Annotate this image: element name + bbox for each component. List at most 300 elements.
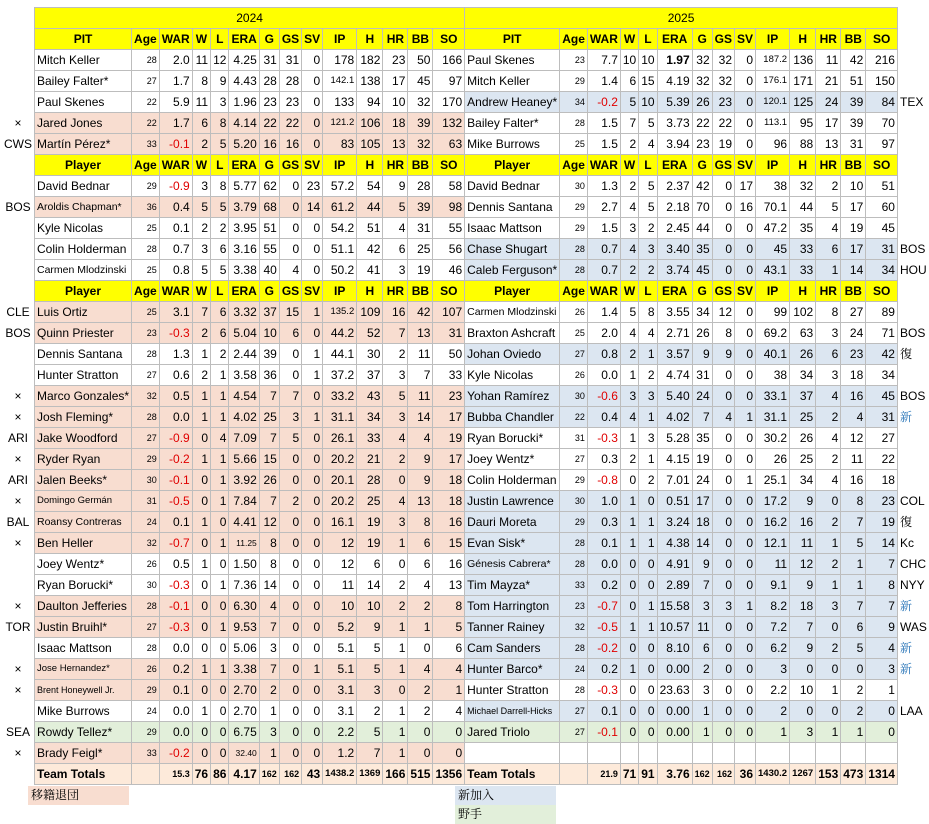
column-header-player: Player (35, 155, 132, 176)
stat-war: 1.4 (587, 302, 620, 323)
stat-w: 1 (192, 701, 210, 722)
stat-g: 28 (259, 71, 279, 92)
stat-age: 27 (132, 617, 160, 638)
stat-so: 51 (866, 176, 898, 197)
stat-bb: 1 (841, 722, 866, 743)
stat-ip: 2.2 (756, 680, 790, 701)
stat-so: 5 (433, 617, 465, 638)
stat-bb: 12 (841, 428, 866, 449)
left-team-note (2, 71, 35, 92)
stat-ip: 38 (756, 176, 790, 197)
stat-w: 11 (192, 50, 210, 71)
right-team-note (897, 176, 928, 197)
stat-war: -0.8 (587, 470, 620, 491)
stat-h: 5 (357, 722, 383, 743)
column-header-ip: IP (756, 155, 790, 176)
right-team-note: 復 (897, 512, 928, 533)
stat-sv: 0 (735, 113, 756, 134)
stat-l: 6 (211, 302, 229, 323)
stat-l: 0 (639, 680, 657, 701)
stat-so: 19 (433, 428, 465, 449)
stat-gs: 0 (712, 491, 734, 512)
stat-war: 0.7 (159, 239, 192, 260)
side-spacer (897, 281, 928, 302)
stat-w: 1 (192, 344, 210, 365)
stat-sv: 0 (302, 617, 323, 638)
player-name: Jared Triolo (465, 722, 560, 743)
stat-age: 28 (560, 533, 588, 554)
stat-so: 63 (433, 134, 465, 155)
stat-w: 0 (620, 701, 638, 722)
stat-hr: 7 (383, 323, 408, 344)
stat-h: 35 (790, 218, 816, 239)
stat-sv: 0 (302, 596, 323, 617)
right-team-note (897, 218, 928, 239)
stat-age: 30 (132, 575, 160, 596)
stat-h: 34 (790, 470, 816, 491)
stat-bb: 39 (408, 197, 433, 218)
stat-g: 3 (692, 680, 712, 701)
stat-age: 29 (132, 722, 160, 743)
player-name: Quinn Priester (35, 323, 132, 344)
stat-age: 32 (560, 617, 588, 638)
stat-age: 34 (560, 92, 588, 113)
stat-age: 25 (132, 302, 160, 323)
stat-h: 34 (357, 407, 383, 428)
stat-bb: 11 (408, 386, 433, 407)
stat-hr: 5 (383, 386, 408, 407)
stat-sv: 0 (735, 386, 756, 407)
stat-era: 3.73 (657, 113, 692, 134)
stat-hr: 6 (816, 344, 841, 365)
column-header-age: Age (560, 155, 588, 176)
stat-age: 27 (560, 449, 588, 470)
stat-gs: 5 (279, 428, 301, 449)
stat-l: 5 (211, 260, 229, 281)
stat-h: 16 (790, 512, 816, 533)
stat-g: 26 (692, 92, 712, 113)
stat-era: 5.28 (657, 428, 692, 449)
stat-gs: 0 (712, 386, 734, 407)
column-header-era: ERA (229, 29, 259, 50)
stat-so: 13 (433, 575, 465, 596)
stat-l: 0 (639, 554, 657, 575)
stat-hr: 4 (383, 218, 408, 239)
stat-g: 7 (259, 491, 279, 512)
stat-era: 3.58 (229, 365, 259, 386)
stat-l: 2 (639, 365, 657, 386)
stat-bb: 19 (841, 218, 866, 239)
stat-war: 0.2 (587, 575, 620, 596)
stat-h: 21 (357, 449, 383, 470)
stat-g: 12 (259, 512, 279, 533)
column-header-bb: BB (408, 155, 433, 176)
stat-hr: 3 (816, 323, 841, 344)
stat-w: 0 (192, 491, 210, 512)
player-name: Jose Hernandez* (35, 659, 132, 680)
stat-hr: 6 (816, 239, 841, 260)
stat-gs: 4 (712, 407, 734, 428)
stat-age: 29 (560, 197, 588, 218)
stat-era: 15.58 (657, 596, 692, 617)
stat-hr: 3 (816, 365, 841, 386)
stat-era: 5.66 (229, 449, 259, 470)
stat-h: 7 (790, 617, 816, 638)
left-team-note (2, 260, 35, 281)
player-name: Michael Darrell-Hicks (465, 701, 560, 722)
stat-gs: 0 (279, 575, 301, 596)
stat-era: 1.97 (657, 50, 692, 71)
stat-so: 34 (866, 365, 898, 386)
stat-g: 1 (259, 743, 279, 764)
player-name: Roansy Contreras (35, 512, 132, 533)
stat-gs: 0 (279, 512, 301, 533)
stat-gs: 0 (712, 701, 734, 722)
stat-g: 32 (692, 50, 712, 71)
stat-sv: 1 (302, 344, 323, 365)
left-team-note: BAL (2, 512, 35, 533)
stat-sv: 0 (302, 638, 323, 659)
left-team-note (2, 176, 35, 197)
column-header-w: W (620, 281, 638, 302)
stat-h: 25 (790, 407, 816, 428)
stat-era: 1.50 (229, 554, 259, 575)
left-team-note: ARI (2, 470, 35, 491)
stat-g: 32 (692, 71, 712, 92)
stat-bb: 4 (841, 407, 866, 428)
stat-war: 0.4 (159, 197, 192, 218)
stat-gs: 0 (279, 596, 301, 617)
stat-age: 25 (132, 260, 160, 281)
stat-bb: 6 (841, 617, 866, 638)
stat-l: 5 (211, 134, 229, 155)
stat-era: 4.38 (657, 533, 692, 554)
stat-so: 31 (433, 323, 465, 344)
player-name: Bubba Chandler (465, 407, 560, 428)
stat-gs: 0 (712, 512, 734, 533)
side-spacer (2, 155, 35, 176)
stat-hr: 1 (816, 533, 841, 554)
stat-bb: 1 (841, 554, 866, 575)
stat-w: 3 (192, 239, 210, 260)
column-header-w: W (192, 155, 210, 176)
stat-g: 62 (259, 176, 279, 197)
stat-l: 15 (639, 71, 657, 92)
column-header-ip: IP (756, 29, 790, 50)
stat-ip: 30.2 (756, 428, 790, 449)
player-row (2, 239, 929, 260)
stat-gs: 9 (712, 344, 734, 365)
stat-bb: 9 (408, 470, 433, 491)
stat-era: 3.79 (229, 197, 259, 218)
stat-l: 1 (211, 491, 229, 512)
stat-l: 0 (639, 722, 657, 743)
stat-g: 4 (259, 596, 279, 617)
stat-ip: 142.1 (323, 71, 357, 92)
stat-era: 4.02 (229, 407, 259, 428)
stat-w: 0 (620, 596, 638, 617)
stat-w: 7 (620, 113, 638, 134)
stat-w: 1 (620, 512, 638, 533)
stat-l: 1 (211, 575, 229, 596)
stat-era: 7.36 (229, 575, 259, 596)
stat-ip: 12 (323, 533, 357, 554)
stat-hr: 17 (816, 113, 841, 134)
total-ip: 1438.2 (323, 764, 357, 785)
stat-so: 6 (433, 638, 465, 659)
stat-ip: 70.1 (756, 197, 790, 218)
stat-l: 5 (639, 197, 657, 218)
stat-sv: 0 (735, 218, 756, 239)
stat-hr: 1 (816, 575, 841, 596)
stat-bb: 27 (841, 302, 866, 323)
left-team-note: × (2, 743, 35, 764)
stat-g: 22 (692, 113, 712, 134)
stat-sv: 0 (735, 575, 756, 596)
stat-ip: 9.1 (756, 575, 790, 596)
stat-war: -0.5 (587, 617, 620, 638)
column-header-gs: GS (279, 281, 301, 302)
stat-l: 1 (639, 596, 657, 617)
right-team-note: TEX (897, 92, 928, 113)
stat-g: 35 (692, 239, 712, 260)
stat-gs: 22 (712, 113, 734, 134)
stat-age: 24 (560, 659, 588, 680)
stat-h: 106 (357, 113, 383, 134)
stat-age: 32 (132, 386, 160, 407)
stat-sv: 1 (735, 596, 756, 617)
stat-h: 9 (790, 638, 816, 659)
stat-war: 0.7 (587, 260, 620, 281)
team-totals-row (2, 764, 929, 785)
stat-hr: 9 (383, 176, 408, 197)
player-row (2, 260, 929, 281)
stat-era: 6.75 (229, 722, 259, 743)
stat-ip: 83 (323, 134, 357, 155)
player-name: Justin Bruihl* (35, 617, 132, 638)
stat-era: 4.25 (229, 50, 259, 71)
stat-l: 1 (211, 617, 229, 638)
stat-war: 0.3 (587, 449, 620, 470)
stat-age: 27 (560, 701, 588, 722)
stat-l: 10 (639, 92, 657, 113)
stat-sv: 1 (302, 302, 323, 323)
stat-war: 0.0 (159, 638, 192, 659)
total-g: 162 (259, 764, 279, 785)
stat-ip: 96 (756, 134, 790, 155)
stat-l: 0 (211, 512, 229, 533)
right-team-note: BOS (897, 239, 928, 260)
left-team-note: CLE (2, 302, 35, 323)
stat-h: 105 (357, 134, 383, 155)
stat-h: 33 (790, 239, 816, 260)
stat-h: 9 (357, 617, 383, 638)
stat-hr: 3 (816, 596, 841, 617)
stat-bb: 2 (408, 680, 433, 701)
stat-ip: 26 (756, 449, 790, 470)
player-name: Justin Lawrence (465, 491, 560, 512)
stat-ip: 1.2 (323, 743, 357, 764)
team-totals-label: Team Totals (35, 764, 132, 785)
player-name: Domingo Germán (35, 491, 132, 512)
stat-ip: 47.2 (756, 218, 790, 239)
stat-age: 33 (132, 743, 160, 764)
stat-hr: 13 (816, 134, 841, 155)
stat-gs: 0 (712, 575, 734, 596)
stat-gs: 4 (279, 260, 301, 281)
stat-g: 42 (692, 176, 712, 197)
stat-era: 5.40 (657, 386, 692, 407)
stat-era: 3.16 (229, 239, 259, 260)
stat-hr: 17 (383, 71, 408, 92)
stat-gs: 3 (279, 407, 301, 428)
stat-l: 0 (211, 680, 229, 701)
player-name: Tim Mayza* (465, 575, 560, 596)
empty-cell (692, 743, 712, 764)
stat-l: 1 (211, 470, 229, 491)
stat-age: 28 (560, 554, 588, 575)
stat-hr: 1 (383, 533, 408, 554)
stat-w: 0 (192, 428, 210, 449)
player-name: Dennis Santana (465, 197, 560, 218)
column-header-h: H (790, 281, 816, 302)
stat-bb: 2 (408, 596, 433, 617)
stat-l: 1 (639, 617, 657, 638)
stat-bb: 7 (841, 596, 866, 617)
stat-ip: 1 (756, 722, 790, 743)
stat-h: 5 (357, 638, 383, 659)
left-team-note: × (2, 407, 35, 428)
stat-gs: 2 (279, 491, 301, 512)
stat-ip: 20.1 (323, 470, 357, 491)
right-team-note: 復 (897, 344, 928, 365)
stat-h: 28 (357, 470, 383, 491)
stat-l: 8 (211, 176, 229, 197)
stat-era: 4.02 (657, 407, 692, 428)
player-name: David Bednar (465, 176, 560, 197)
empty-cell (639, 743, 657, 764)
stat-l: 8 (211, 113, 229, 134)
player-name: Daulton Jefferies (35, 596, 132, 617)
stat-ip: 20.2 (323, 491, 357, 512)
total-w: 76 (192, 764, 210, 785)
total-bb: 515 (408, 764, 433, 785)
stat-so: 31 (866, 239, 898, 260)
player-row (2, 197, 929, 218)
stat-era: 3.55 (657, 302, 692, 323)
stat-sv: 0 (735, 512, 756, 533)
stat-gs: 31 (279, 50, 301, 71)
stat-era: 3.40 (657, 239, 692, 260)
stat-h: 30 (357, 344, 383, 365)
column-header-player: Player (465, 281, 560, 302)
player-row (2, 491, 929, 512)
stat-g: 16 (259, 134, 279, 155)
stat-bb: 45 (408, 71, 433, 92)
stat-war: -0.7 (159, 533, 192, 554)
stat-era: 23.63 (657, 680, 692, 701)
right-team-note (897, 743, 928, 764)
stat-sv: 0 (735, 92, 756, 113)
side-spacer (897, 29, 928, 50)
stat-era: 2.89 (657, 575, 692, 596)
right-team-note: HOU (897, 260, 928, 281)
stat-l: 1 (211, 533, 229, 554)
stat-age: 29 (560, 71, 588, 92)
stat-ip: 3 (756, 659, 790, 680)
column-header-so: SO (433, 281, 465, 302)
stat-so: 55 (433, 218, 465, 239)
player-name: Isaac Mattson (35, 638, 132, 659)
right-team-note (897, 71, 928, 92)
stat-w: 1 (192, 386, 210, 407)
stat-hr: 10 (383, 92, 408, 113)
stat-era: 2.70 (229, 680, 259, 701)
stat-era: 0.00 (657, 722, 692, 743)
stat-w: 2 (620, 449, 638, 470)
stat-so: 4 (866, 638, 898, 659)
stat-bb: 0 (408, 638, 433, 659)
stat-w: 1 (620, 491, 638, 512)
column-header-so: SO (866, 155, 898, 176)
stat-sv: 0 (302, 386, 323, 407)
stat-hr: 11 (816, 50, 841, 71)
stat-hr: 0 (383, 470, 408, 491)
stat-era: 4.74 (657, 365, 692, 386)
pitching-stats-table (2, 7, 929, 785)
stat-so: 107 (433, 302, 465, 323)
player-name: Hunter Stratton (465, 680, 560, 701)
stat-l: 4 (639, 134, 657, 155)
player-name: Ryan Borucki* (35, 575, 132, 596)
stat-hr: 0 (383, 554, 408, 575)
stat-age: 25 (560, 134, 588, 155)
stat-sv: 0 (302, 512, 323, 533)
stat-w: 10 (620, 50, 638, 71)
stat-hr: 2 (383, 575, 408, 596)
empty-cell (657, 743, 692, 764)
stat-so: 14 (866, 533, 898, 554)
stat-gs: 0 (279, 218, 301, 239)
total-age (132, 764, 160, 785)
player-name: Isaac Mattson (465, 218, 560, 239)
stat-so: 170 (433, 92, 465, 113)
stat-ip: 31.1 (756, 407, 790, 428)
stat-gs: 0 (279, 365, 301, 386)
section-header-row (2, 155, 929, 176)
stat-war: 0.3 (587, 512, 620, 533)
stat-w: 1 (192, 449, 210, 470)
column-header-war: WAR (587, 281, 620, 302)
stat-l: 1 (211, 449, 229, 470)
empty-cell (560, 743, 588, 764)
column-header-ip: IP (756, 281, 790, 302)
stat-era: 3.92 (229, 470, 259, 491)
stat-age: 28 (132, 596, 160, 617)
stat-l: 5 (639, 113, 657, 134)
stat-w: 1 (620, 365, 638, 386)
stat-l: 2 (211, 344, 229, 365)
player-name: Carmen Mlodzinski (35, 260, 132, 281)
stat-so: 60 (866, 197, 898, 218)
stat-bb: 6 (408, 554, 433, 575)
stat-sv: 0 (735, 533, 756, 554)
left-team-note (2, 575, 35, 596)
stat-war: -0.1 (587, 722, 620, 743)
stat-war: 0.5 (159, 554, 192, 575)
stat-age: 30 (560, 386, 588, 407)
left-team-note (2, 638, 35, 659)
